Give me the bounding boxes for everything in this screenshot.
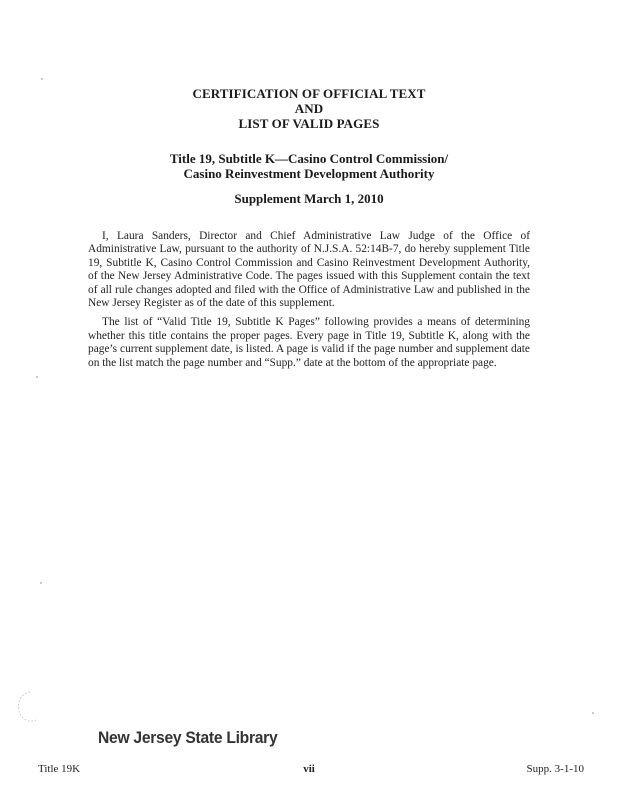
heading-line-3: LIST OF VALID PAGES (238, 116, 380, 131)
heading-line-2: AND (294, 101, 324, 116)
footer-title: Title 19K (38, 763, 81, 775)
title-subtitle (0, 151, 618, 181)
scan-mark-icon (14, 690, 46, 724)
subtitle-line-2: Casino Reinvestment Development Authority (183, 166, 435, 181)
scan-speck (41, 78, 43, 80)
body-paragraph-1: I, Laura Sanders, Director and Chief Administrative Law Judge of the Office of Administrative Law, pursuant to the authority of N.J.S.A. 52:14B-7, do hereby supplement Title 19, Subtitle K, Casino Control Commission and Casino Reinvestment Development Authority, of the New Jersey Administrative Code. The pages issued with this Supplement contain the text of all rule changes adopted and filed with the Office of Administrative Law and published in the New Jersey Register as of the date of this supplement. (88, 230, 530, 310)
heading-line-1: CERTIFICATION OF OFFICIAL TEXT (192, 86, 426, 101)
scan-speck (592, 712, 594, 714)
scan-speck (40, 582, 42, 584)
body-paragraph-2: The list of “Valid Title 19, Subtitle K Pages” following provides a means of determining whether this title contains the proper pages. Every page in Title 19, Subtitle K, along with the page’s current supplement date, is listed. A page is valid if the page number and supplement date on the list match the page number and “Supp.” date at the bottom of the appropriate page. (88, 316, 530, 369)
subtitle-line-1: Title 19, Subtitle K—Casino Control Commission/ (169, 151, 449, 166)
footer-page-number: vii (303, 763, 315, 775)
library-stamp: New Jersey State Library (98, 728, 278, 747)
certification-body (88, 230, 530, 376)
certification-heading (0, 86, 618, 131)
supplement-date: Supplement March 1, 2010 (234, 191, 384, 206)
footer-supplement: Supp. 3-1-10 (526, 763, 584, 775)
scan-speck (36, 376, 38, 378)
